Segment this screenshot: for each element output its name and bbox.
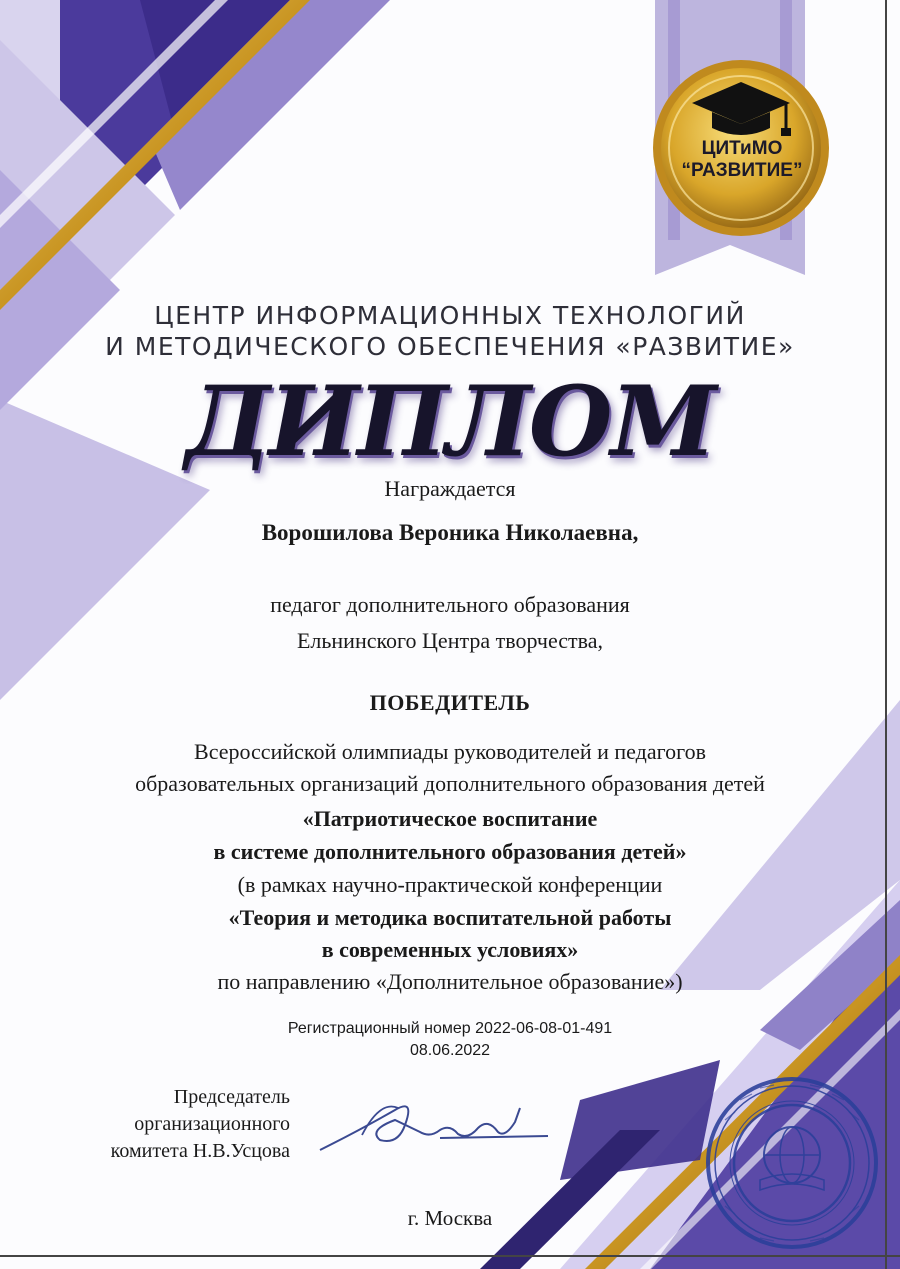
organization-line1: ЦЕНТР ИНФОРМАЦИОННЫХ ТЕХНОЛОГИЙ — [154, 301, 746, 330]
recipient-name: Ворошилова Вероника Николаевна, — [261, 520, 639, 545]
conference-title-line: в современных условиях» — [321, 937, 579, 962]
signatory-line3: комитета Н.В.Усцова — [110, 1140, 290, 1162]
event-title-line: «Патриотическое воспитание — [302, 806, 598, 831]
emblem-line1: ЦИТиМО — [701, 138, 783, 159]
event-line: образовательных организаций дополнительного образования детей — [135, 771, 765, 796]
recipient-institution: Ельнинского Центра творчества, — [296, 628, 604, 653]
issue-date: 08.06.2022 — [409, 1042, 491, 1059]
signatory-line1: Председатель — [173, 1086, 290, 1108]
conference-title-line: «Теория и методика воспитательной работы — [228, 905, 672, 930]
registration-number: Регистрационный номер 2022-06-08-01-491 — [287, 1020, 613, 1037]
event-line: (в рамках научно-практической конференции — [237, 872, 663, 897]
diploma-title: ДИПЛОМ — [185, 365, 715, 478]
signatory-block — [40, 1084, 290, 1165]
event-title-line: в системе дополнительного образования детей» — [213, 839, 687, 864]
emblem-text — [672, 138, 812, 182]
awarded-label: Награждается — [384, 476, 516, 501]
signatory-line2: организационного — [134, 1113, 290, 1135]
signature — [320, 1106, 548, 1150]
emblem-line2: “РАЗВИТИЕ” — [681, 160, 803, 181]
event-line: Всероссийской олимпиады руководителей и педагогов — [194, 739, 706, 764]
recipient-position: педагог дополнительного образования — [270, 592, 630, 617]
city: г. Москва — [407, 1206, 493, 1230]
organization-name — [0, 300, 900, 362]
organization-line2: И МЕТОДИЧЕСКОГО ОБЕСПЕЧЕНИЯ «РАЗВИТИЕ» — [105, 332, 795, 361]
award-status: ПОБЕДИТЕЛЬ — [369, 690, 531, 715]
event-line: по направлению «Дополнительное образование») — [217, 969, 683, 994]
